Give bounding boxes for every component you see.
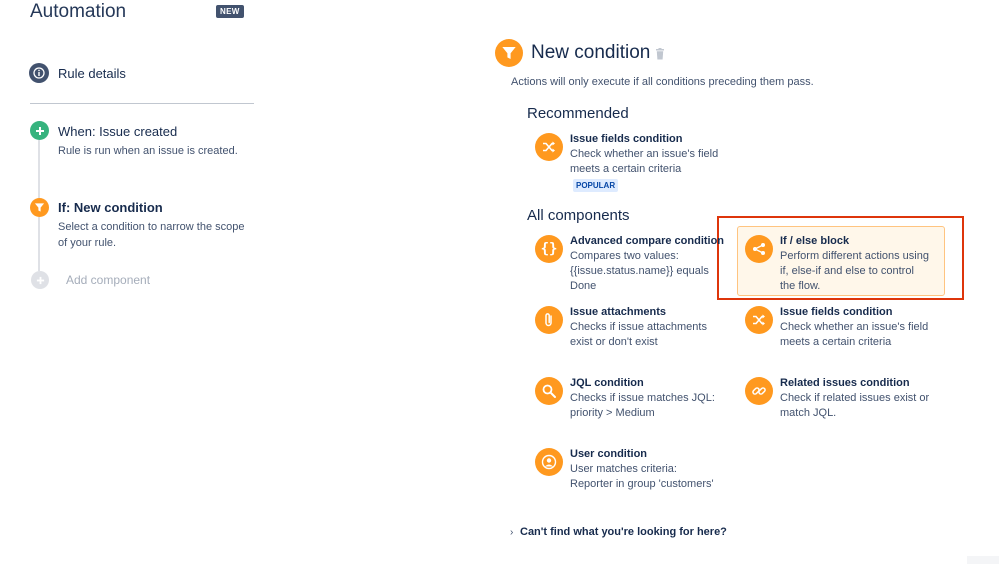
sidebar-divider [30,103,254,104]
component-desc: priority > Medium [570,407,655,419]
component-desc: meets a certain criteria [780,336,892,348]
braces-icon[interactable]: {} [535,235,563,263]
flow-connector [38,140,40,198]
component-desc: User matches criteria: [570,463,677,475]
paperclip-icon[interactable] [535,306,563,334]
component-title[interactable]: JQL condition [570,377,644,389]
popular-badge: POPULAR [573,179,618,192]
chevron-right-icon[interactable]: › [510,527,514,538]
component-desc: Checks if issue matches JQL: [570,392,715,404]
recommended-heading: Recommended [527,105,629,122]
add-component-icon[interactable] [31,271,49,289]
filter-icon [495,39,523,67]
component-desc: Done [570,280,597,292]
app-title: Automation [30,1,127,22]
component-title[interactable]: Issue fields condition [780,306,893,318]
link-icon[interactable] [745,377,773,405]
trigger-icon [30,121,49,140]
trigger-step-subtitle: Rule is run when an issue is created. [58,145,238,157]
all-components-heading: All components [527,207,630,224]
trash-icon[interactable] [655,47,665,59]
component-title[interactable]: Advanced compare condition [570,235,725,247]
component-desc: Check whether an issue's field [780,321,929,333]
shuffle-icon[interactable] [535,133,563,161]
component-title[interactable]: User condition [570,448,648,460]
user-icon[interactable] [535,448,563,476]
component-desc: Compares two values: [570,250,679,262]
component-desc: match JQL. [780,407,837,419]
component-title[interactable]: If / else block [780,235,850,247]
panel-title: New condition [531,42,651,63]
shuffle-icon[interactable] [745,306,773,334]
recommended-desc-1: Check whether an issue's field [570,148,719,160]
condition-step-subtitle-1: Select a condition to narrow the scope [58,221,245,233]
recommended-issue-fields-title[interactable]: Issue fields condition [570,133,683,145]
add-component-button[interactable]: Add component [66,273,151,287]
component-desc: Perform different actions using [780,250,929,262]
component-desc: Checks if issue attachments [570,321,707,333]
panel-description: Actions will only execute if all conditions preceding them pass. [511,76,814,88]
filter-icon [30,198,49,217]
component-desc: if, else-if and else to control [780,265,914,277]
condition-step-title[interactable]: If: New condition [58,200,163,215]
flow-connector [38,217,40,271]
search-icon[interactable] [535,377,563,405]
branch-icon[interactable] [745,235,773,263]
corner-fade [967,556,999,564]
rule-details-link[interactable]: Rule details [58,66,126,81]
trigger-step-title[interactable]: When: Issue created [58,124,178,139]
component-desc: {{issue.status.name}} equals [570,265,709,277]
component-desc: the flow. [780,280,821,292]
component-desc: exist or don't exist [570,336,658,348]
info-icon[interactable] [29,63,49,83]
component-desc: Reporter in group 'customers' [570,478,714,490]
condition-step-subtitle-2: of your rule. [58,237,117,249]
component-desc: Check if related issues exist or [780,392,930,404]
recommended-desc-2: meets a certain criteria [570,163,682,175]
component-title[interactable]: Issue attachments [570,306,666,318]
new-badge: NEW [216,5,244,18]
component-title[interactable]: Related issues condition [780,377,910,389]
cant-find-link[interactable]: Can't find what you're looking for here? [520,526,727,538]
